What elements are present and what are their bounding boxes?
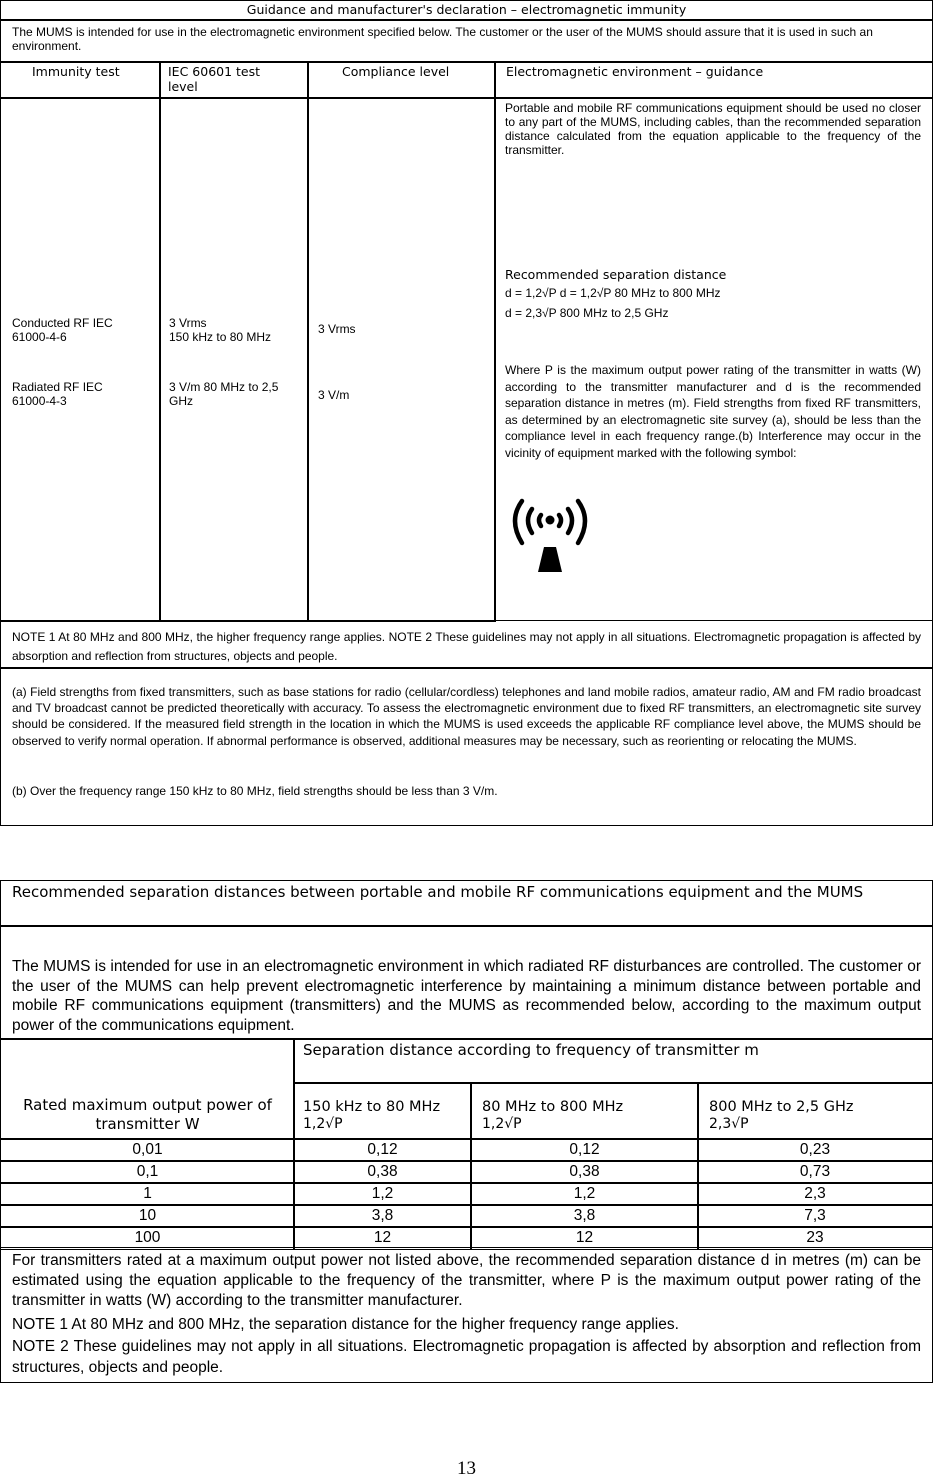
table-cell-value: 0,12 (367, 1141, 398, 1158)
table-cell-value: 1,2 (371, 1185, 394, 1202)
guidance-paragraph-1: Portable and mobile RF communications equipment should be used no closer to any part of the MUMS, including cables, than the recommended separation distance calculated from the equation applicable to the frequency of the transmitter. (505, 101, 921, 157)
col2-range: 80 MHz to 800 MHz (482, 1099, 624, 1115)
rf-radiation-symbol-icon (508, 495, 592, 577)
immunity-intro: The MUMS is intended for use in the electromagnetic environment specified below. The customer or the user of the MUMS should assure that it is used in such an environment. (12, 25, 873, 53)
table-cell-value: 7,3 (804, 1207, 826, 1224)
col3-formula: 2,3√P (709, 1116, 749, 1132)
table-cell-value: 23 (806, 1229, 824, 1246)
table-cell-value: 1 (143, 1185, 152, 1202)
body-cell-level (159, 97, 309, 622)
table-cell-value: 2,3 (804, 1185, 826, 1202)
table-cell-value: 0,1 (136, 1163, 159, 1180)
separation-intro: The MUMS is intended for use in an electromagnetic environment in which radiated RF disturbances are controlled. The customer or the user of the MUMS can help prevent electromagnetic interference by maintaining a minimum distance between portable and mobile RF communications equipment (transmitters) and the MUMS as recommended below, according to the maximum output power of the communications equipment. (12, 958, 921, 1034)
footnote-b: (b) Over the frequency range 150 kHz to 80 MHz, field strengths should be less than 3 V/m. (12, 784, 498, 798)
col1-range: 150 kHz to 80 MHz (303, 1099, 441, 1115)
table-cell-value: 0,12 (569, 1141, 600, 1158)
table-cell-value: 0,01 (132, 1141, 163, 1158)
table-cell-value: 0,23 (799, 1141, 831, 1158)
separation-footer-2: NOTE 1 At 80 MHz and 800 MHz, the separation distance for the higher frequency range applies. (12, 1316, 679, 1333)
header-compliance-level: Compliance level (342, 64, 450, 79)
footnote-a: (a) Field strengths from fixed transmitters, such as base stations for radio (cellular/cordless) telephones and land mobile radios, amateur radio, AM and FM radio broadcast and TV broadcast cannot be predicted theoretically with accuracy. To assess the electromagnetic environment due to fixed RF transmitters, an electromagnetic site survey should be considered. If the measured field strength in the location in which the MUMS is used exceeds the applicable RF compliance level above, the MUMS should be observed to verify normal operation. If abnormal performance is observed, additional measures may be necessary, such as reorienting or relocating the MUMS. (12, 685, 921, 748)
table-cell-value: 1,2 (573, 1185, 596, 1202)
table-cell-value: 100 (134, 1229, 161, 1246)
table-cell-value: 0,38 (569, 1163, 600, 1180)
separation-title: Recommended separation distances between portable and mobile RF communications equipment and the MUMS (12, 883, 864, 901)
col3-range: 800 MHz to 2,5 GHz (709, 1099, 854, 1115)
col0-header: Rated maximum output power of transmitter W (23, 1096, 272, 1133)
table-cell-value: 3,8 (371, 1207, 394, 1224)
separation-footer-1: For transmitters rated at a maximum output power not listed above, the recommended separation distance d in metres (m) can be estimated using the equation applicable to the frequency of the transmitter, where P is the maximum output power rating of the transmitter in watts (W) according to the transmitter manufacturer. (12, 1252, 921, 1309)
conducted-rf-test: Conducted RF IEC 61000-4-6 (12, 316, 113, 344)
table-cell-value: 0,38 (367, 1163, 398, 1180)
page-number: 13 (457, 1458, 476, 1479)
group-header: Separation distance according to frequency of transmitter m (303, 1041, 759, 1059)
equation-1: d = 1,2√P d = 1,2√P 80 MHz to 800 MHz (505, 286, 721, 300)
equation-2: d = 2,3√P 800 MHz to 2,5 GHz (505, 306, 669, 320)
radiated-rf-test: Radiated RF IEC 61000-4-3 (12, 380, 103, 408)
conducted-rf-compliance: 3 Vrms (318, 322, 356, 336)
conducted-rf-level: 3 Vrms 150 kHz to 80 MHz (169, 316, 272, 344)
body-cell-compliance (307, 97, 496, 622)
recommended-distance-heading: Recommended separation distance (505, 267, 727, 282)
body-cell-test (0, 97, 161, 622)
col2-formula: 1,2√P (482, 1116, 522, 1132)
separation-footer-3: NOTE 2 These guidelines may not apply in all situations. Electromagnetic propagation is affected by absorption and reflection from structures, objects and people. (12, 1338, 921, 1376)
header-immunity-test: Immunity test (32, 64, 120, 79)
col1-formula: 1,2√P (303, 1116, 343, 1132)
table-cell-value: 12 (575, 1229, 594, 1246)
table-cell-value: 0,73 (799, 1163, 831, 1180)
immunity-notes: NOTE 1 At 80 MHz and 800 MHz, the higher frequency range applies. NOTE 2 These guidelines may not apply in all situations. Electromagnetic propagation is affected by absorption and reflection from structures, objects and people. (12, 630, 921, 663)
table-cell-value: 10 (138, 1207, 157, 1224)
radiated-rf-level: 3 V/m 80 MHz to 2,5 GHz (169, 380, 279, 408)
table-cell-value: 12 (373, 1229, 392, 1246)
header-guidance: Electromagnetic environment – guidance (506, 64, 764, 79)
table-cell-value: 3,8 (573, 1207, 596, 1224)
header-test-level: IEC 60601 test level (168, 64, 261, 94)
guidance-paragraph-2: Where P is the maximum output power rating of the transmitter in watts (W) according to the transmitter manufacturer and d is the recommended separation distance in metres (m). Field strengths from fixed RF transmitters, as determined by an electromagnetic site survey (a), should be less than the compliance level in each frequency range.(b) Interference may occur in the vicinity of equipment marked with the following symbol: (505, 363, 921, 460)
radiated-rf-compliance: 3 V/m (318, 388, 350, 402)
immunity-title: Guidance and manufacturer's declaration – electromagnetic immunity (246, 2, 687, 17)
